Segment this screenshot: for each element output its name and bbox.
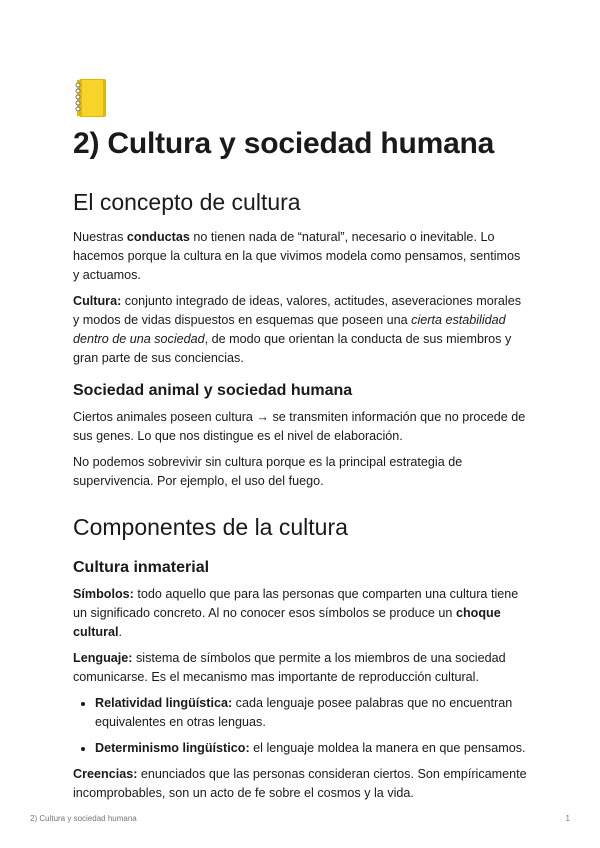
page-footer [30,814,570,823]
term-label: Creencias: [73,767,138,781]
list-item [95,694,528,732]
term-label: Lenguaje: [73,651,133,665]
paragraph-supervivencia: No podemos sobrevivir sin cultura porque es la principal estrategia de supervivencia. Por ejemplo, el uso del fuego. [73,455,463,488]
text: todo aquello que para las personas que comparten una cultura tiene un significado concreto. Al no conocer esos símbolos se produce un [73,587,519,620]
paragraph-lenguaje [73,649,528,687]
paragraph-creencias [73,765,528,803]
text: conjunto integrado de ideas, valores, actitudes, aseveraciones morales y modos de vidas dispuestos en esquemas que poseen una [73,294,522,327]
footer-title: 2) Cultura y sociedad humana [30,814,137,823]
section-heading-concepto: El concepto de cultura [73,189,301,215]
text: , de modo que orientan la conducta de sus miembros y gran parte de sus conciencias. [73,332,512,365]
text: Nuestras [73,230,127,244]
bullet-list [73,694,528,758]
text: no tienen nada de “natural”, necesario o inevitable. Lo hacemos porque la cultura en la que vivimos modela como pensamos, sentimos y actuamos. [73,230,521,282]
term-label: Determinismo lingüístico: [95,741,250,755]
paragraph-conductas [73,228,528,285]
document-body [73,78,528,810]
text: sistema de símbolos que permite a los miembros de una sociedad comunicarse. Es el mecanismo mas importante de reproducción cultural. [73,651,506,684]
bold-term: choque cultural [73,606,501,639]
text: el lenguaje moldea la manera en que pensamos. [249,741,526,755]
page-title: 2) Cultura y sociedad humana [73,127,495,160]
subsection-heading-inmaterial: Cultura inmaterial [73,559,210,576]
paragraph-animales: Ciertos animales poseen cultura → se transmiten información que no procede de sus genes. Lo que nos distingue es el nivel de elaboración. [73,410,526,443]
subsection-heading-sociedad: Sociedad animal y sociedad humana [73,382,353,399]
page-number: 1 [565,814,570,823]
text: cada lenguaje posee palabras que no encuentran equivalentes en otras lenguas. [95,696,513,729]
term-label: Símbolos: [73,587,134,601]
term-label: Cultura: [73,294,122,308]
paragraph-simbolos [73,585,528,642]
italic-phrase: cierta estabilidad dentro de una sociedad [73,313,506,346]
section-heading-componentes: Componentes de la cultura [73,514,348,540]
bold-term: conductas [126,230,190,244]
notebook-icon [73,78,109,118]
list-item [95,739,528,758]
term-label: Relatividad lingüística: [95,696,233,710]
paragraph-cultura [73,292,528,368]
text: . [118,625,122,639]
text: enunciados que las personas consideran ciertos. Son empíricamente incomprobables, son un acto de fe sobre el cosmos y la vida. [73,767,527,800]
